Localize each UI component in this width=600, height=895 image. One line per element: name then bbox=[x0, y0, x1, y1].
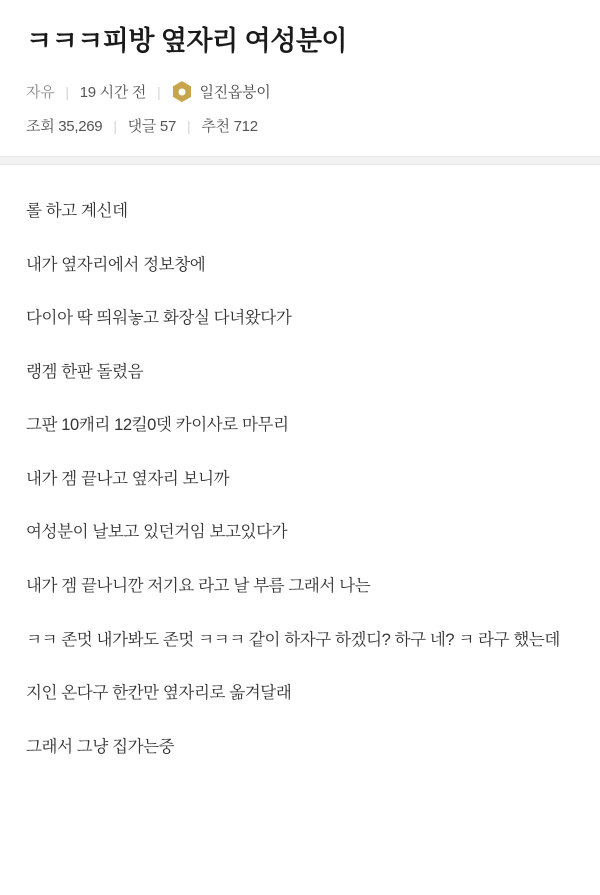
body-paragraph: 롤 하고 계신데 bbox=[26, 202, 128, 221]
comment-count[interactable]: 댓글 57 bbox=[127, 118, 177, 136]
meta-separator: | bbox=[113, 117, 117, 134]
meta-separator: | bbox=[65, 83, 69, 100]
like-count[interactable]: 추천 712 bbox=[201, 118, 258, 136]
body-paragraph: 그판 10캐리 12킬0뎃 카이사로 마무리 bbox=[26, 416, 289, 435]
post-body bbox=[0, 165, 600, 780]
body-paragraph: 내가 옆자리에서 정보창에 bbox=[26, 255, 206, 274]
body-paragraph: 그래서 그냥 집가는중 bbox=[26, 737, 175, 756]
page-title: ㅋㅋㅋ피방 옆자리 여성분이 bbox=[26, 26, 347, 56]
meta-nickname: 일진옵붕이 bbox=[199, 84, 271, 102]
body-paragraph: 여성분이 날보고 있던거임 보고있다가 bbox=[26, 523, 288, 542]
meta-separator: | bbox=[187, 117, 191, 134]
view-count: 조회 35,269 bbox=[26, 118, 103, 136]
post-meta-primary bbox=[26, 81, 574, 102]
body-paragraph: 내가 겜 끝나니깐 저기요 라고 날 부름 그래서 나는 bbox=[26, 577, 371, 596]
meta-timestamp: 19 시간 전 bbox=[79, 84, 147, 102]
body-paragraph: 내가 겜 끝나고 옆자리 보니까 bbox=[26, 469, 230, 488]
meta-separator: | bbox=[157, 83, 161, 100]
hexagon-badge-icon bbox=[171, 81, 192, 102]
post-meta-stats bbox=[26, 115, 574, 136]
meta-author: 자유 bbox=[26, 84, 55, 102]
body-paragraph: ㅋㅋ 존멋 내가봐도 존멋 ㅋㅋㅋ 같이 하자구 하겠디? 하구 네? ㅋ 라구 했는데 bbox=[26, 630, 560, 649]
section-divider bbox=[0, 156, 600, 165]
body-paragraph: 랭겜 한판 돌렸음 bbox=[26, 362, 144, 381]
body-paragraph: 지인 온다구 한칸만 옆자리로 옮겨달래 bbox=[26, 684, 292, 703]
author-badge bbox=[171, 81, 270, 102]
post-header bbox=[0, 0, 600, 156]
body-paragraph: 다이아 딱 띄워놓고 화장실 다녀왔다가 bbox=[26, 309, 292, 328]
